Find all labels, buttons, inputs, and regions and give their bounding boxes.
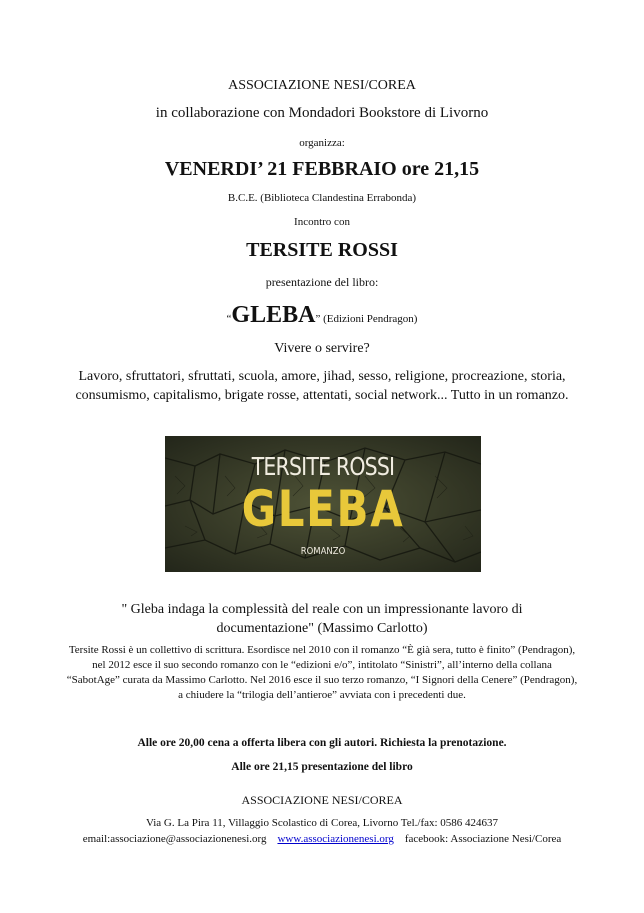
presentation-label: presentazione del libro:	[265, 275, 379, 289]
organization-name: ASSOCIAZIONE NESI/COREA	[228, 78, 416, 93]
dinner-info: Alle ore 20,00 cena a offerta libera con gli autori. Richiesta la prenotazione.	[137, 737, 507, 749]
event-date-time: VENERDI’ 21 FEBBRAIO ore 21,15	[164, 158, 480, 180]
footer-organization: ASSOCIAZIONE NESI/COREA	[241, 793, 403, 807]
presentation-time: Alle ore 21,15 presentazione del libro	[231, 761, 413, 773]
author-name: TERSITE ROSSI	[246, 239, 398, 261]
title-close-quote: ”	[315, 313, 321, 325]
cover-author: TERSITE ROSSI	[251, 452, 395, 481]
cover-subtitle: ROMANZO	[300, 546, 346, 557]
title-open-quote: “	[226, 313, 232, 325]
incontro-label: Incontro con	[294, 216, 350, 228]
collaboration-line: in collaborazione con Mondadori Bookstore di Livorno	[155, 105, 489, 121]
book-title-line	[0, 302, 644, 329]
footer-contacts	[0, 833, 644, 845]
book-cover-image	[165, 436, 481, 572]
footer-website-link[interactable]: www.associazionenesi.org	[277, 833, 394, 845]
critic-quote: " Gleba indaga la complessità del reale con un impressionante lavoro di documentazione" (Massimo Carlotto)	[121, 602, 523, 636]
footer-facebook: facebook: Associazione Nesi/Corea	[404, 833, 562, 845]
footer-email: email:associazione@associazionenesi.org	[82, 833, 267, 845]
venue-name: B.C.E. (Biblioteca Clandestina Errabonda)	[227, 192, 417, 204]
organizza-label: organizza:	[299, 137, 345, 149]
cover-title: GLEBA	[241, 480, 405, 538]
author-bio: Tersite Rossi è un collettivo di scrittura. Esordisce nel 2010 con il romanzo “È già sera, tutto è finito” (Pendragon), nel 2012 esce il suo secondo romanzo con le “edizioni e/o”, intitolato “Sinistri”, all’interno della collana “SabotAge” curata da Massimo Carlotto. Nel 2016 esce il suo terzo romanzo, “I Signori della Cenere” (Pendragon), a chiudere la “trilogia dell’antieroe” avviata con i precedenti due.	[66, 644, 578, 701]
book-tagline: Vivere o servire?	[274, 341, 370, 356]
book-themes: Lavoro, sfruttatori, sfruttati, scuola, amore, jihad, sesso, religione, procreazione, storia, consumismo, capitalismo, brigate rosse, attentati, social network... Tutto in un romanzo.	[75, 369, 569, 403]
footer-address: Via G. La Pira 11, Villaggio Scolastico di Corea, Livorno Tel./fax: 0586 424637	[145, 817, 499, 829]
book-publisher: (Edizioni Pendragon)	[320, 313, 418, 325]
book-title: GLEBA	[231, 302, 316, 328]
